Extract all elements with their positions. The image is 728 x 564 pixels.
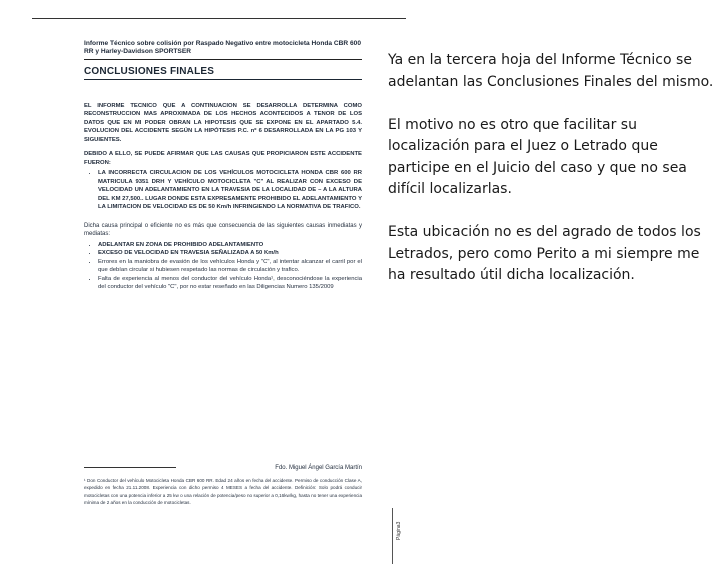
commentary-paragraph: Esta ubicación no es del agrado de todos los Letrados, pero como Perito a mi siempre me ha resultado útil dicha localización. <box>388 224 701 283</box>
list-item: • ADELANTAR EN ZONA DE PROHIBIDO ADELANTAMIENTO <box>98 241 362 250</box>
list-item: • Falta de experiencia al menos del conductor del vehículo Honda¹, desconociéndose la experiencia del conductor del vehículo "C", por no estar reseñado en las Diligencias Numero 135/2009 <box>98 275 362 292</box>
immediate-causes-list <box>84 241 362 292</box>
title-divider <box>84 79 362 80</box>
cause-item: • LA INCORRECTA CIRCULACION DE LOS VEHÍCULOS MOTOCICLETA HONDA CBR 600 RR MATRICULA 9351 DRH Y VEHÍCULO MOTOCICLETA "C" AL REALIZAR CON EXCESO DE VELOCIDAD UN ADELANTAMIENTO EN LA TRAVESIA DE LA LOCALIDAD DE – A LA ALTURA DEL KM 27,500.. LUGAR DONDE ESTA EXPRESAMENTE PROHIBIDO EL ADELANTAMIENTO Y LA LIMITACION DE VELOCIDAD ES DE 50 Km/h INFRINGIENDO LA NORMATIVA DE TRAFICO. <box>98 169 362 212</box>
cause-list <box>84 169 362 212</box>
commentary-paragraph: El motivo no es otro que facilitar su localización para el Juez o Letrado que participe en el Juicio del caso y que no sea difícil localizarlas. <box>388 116 687 197</box>
causa-paragraph: Dicha causa principal o eficiente no es más que consecuencia de las siguientes causas inmediatas y mediatas: <box>84 222 362 238</box>
page-number: Página3 <box>396 521 402 540</box>
report-header: Informe Técnico sobre colisión por Raspado Negativo entre motocicleta Honda CBR 600 RR y Harley-Davidson SPORTSER <box>84 40 361 56</box>
commentary-paragraph: Ya en la tercera hoja del Informe Técnico se adelantan las Conclusiones Finales del mismo. <box>388 52 714 90</box>
page-number-divider <box>392 508 393 564</box>
commentary-text <box>388 50 718 308</box>
list-item: • Errores en la maniobra de evasión de los vehículos Honda y "C", al intentar alcanzar el carril por el que debían circular si hubiesen respetado las normas de circulación y trafico. <box>98 258 362 275</box>
signature: Fdo. Miguel Ángel García Martín <box>275 465 362 471</box>
footnote: ¹ Don Conductor del vehículo Motocicleta Honda CBR 600 RR. Edad 24 años en fecha del accidente. Permiso de conducción Clase A, expedido en fecha 21.11.2008. Experiencia con dicho permiso 4 MESES a fecha del accidente. Definición: Solo podrá conducir motocicletas con una potencia inferior a 25 kw o una relación de potencia/peso no superior a 0,16kw/kg, hasta no tener una experiencia mínima de 2 años en la conducción de motocicletas. <box>84 478 362 506</box>
section-title: CONCLUSIONES FINALES <box>84 65 215 77</box>
header-divider <box>84 59 362 60</box>
top-divider <box>32 18 406 19</box>
debido-paragraph: DEBIDO A ELLO, SE PUEDE AFIRMAR QUE LAS CAUSAS QUE PROPICIARON ESTE ACCIDENTE FUERON: <box>84 151 362 166</box>
report-page-image <box>84 40 402 540</box>
list-item: • EXCESO DE VELOCIDAD EN TRAVESIA SEÑALIZADA A 50 Km/h <box>98 249 362 258</box>
intro-paragraph: EL INFORME TECNICO QUE A CONTINUACION SE DESARROLLA DETERMINA COMO RECONSTRUCCION MAS APROXIMADA DE LOS HECHOS ACONTECIDOS A TENOR DE LOS DATOS QUE EN MI PODER OBRAN LA HIPOTESIS QUE SE EXPONE EN EL APARTADO 5.4. EVOLUCION DEL ACCIDENTE SEGÚN LA HIPÓTESIS P.C. nº 6 DESARROLLADA EN LA PG 103 Y SIGUIENTES. <box>84 102 362 143</box>
footnote-divider <box>84 467 176 468</box>
